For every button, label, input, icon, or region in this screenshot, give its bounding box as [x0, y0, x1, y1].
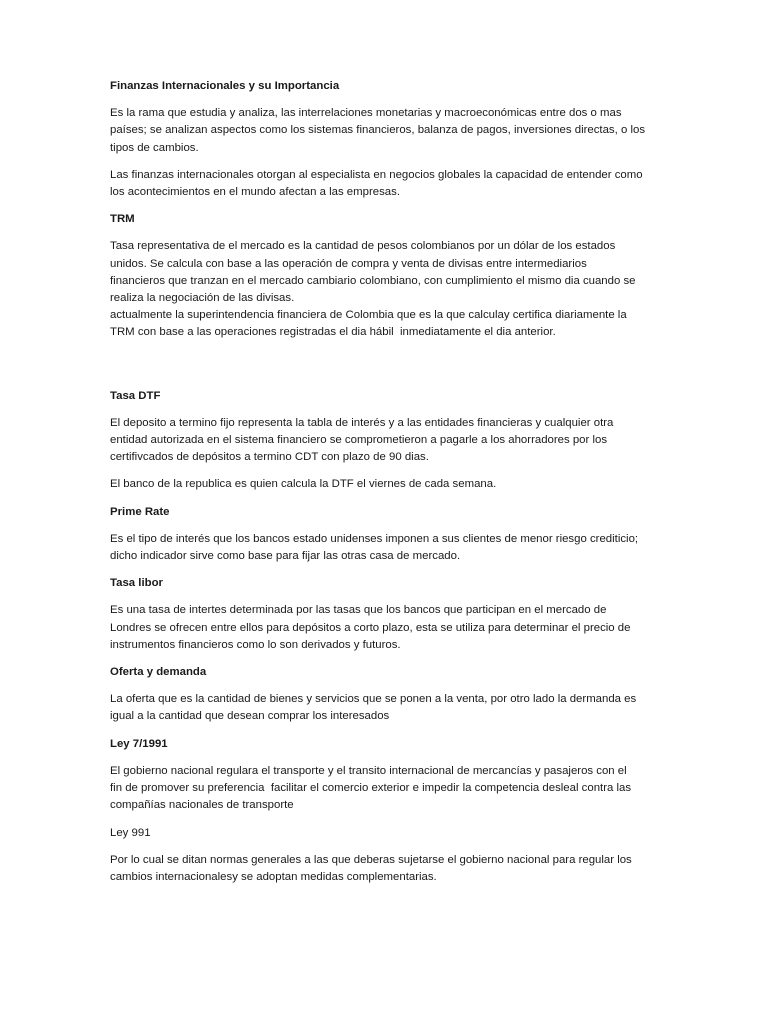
paragraph	[110, 415, 658, 467]
text-line: actualmente la superintendencia financiera de Colombia que es la que calculay certifica diariamente la	[110, 309, 627, 322]
text-line: Por lo cual se ditan normas generales a las que deberas sujetarse el gobierno nacional para regular los	[110, 853, 632, 866]
paragraph	[110, 476, 658, 493]
section-heading: TRM	[110, 213, 135, 226]
section-heading: Ley 7/1991	[110, 737, 168, 750]
text-line: igual a la cantidad que desean comprar los interesados	[110, 710, 390, 723]
text-line: financieros que tranzan en el mercado cambiario colombiano, con cumplimiento el mismo dia cuando se	[110, 274, 636, 287]
paragraph	[110, 691, 658, 725]
text-line: entidad autorizada en el sistema financiero se comprometieron a pagarle a los ahorradores por los	[110, 434, 608, 447]
text-line: El banco de la republica es quien calcula la DTF el viernes de cada semana.	[110, 478, 497, 491]
text-line: realiza la negociación de las divisas.	[110, 292, 295, 305]
section-heading: Prime Rate	[110, 505, 170, 518]
paragraph	[110, 238, 658, 341]
paragraph	[110, 531, 658, 565]
text-line: cambios internacionalesy se adoptan medidas complementarias.	[110, 870, 437, 883]
text-line: compañías nacionales de transporte	[110, 799, 294, 812]
document-page	[110, 78, 658, 896]
text-line: El deposito a termino fijo representa la tabla de interés y a las entidades financieras y cualquier otra	[110, 416, 614, 429]
text-line: Tasa representativa de el mercado es la cantidad de pesos colombianos por un dólar de los estados	[110, 240, 616, 253]
text-line: TRM con base a las operaciones registradas el dia hábil inmediatamente el dia anterior.	[110, 326, 556, 339]
paragraph	[110, 852, 658, 886]
text-line: Londres se ofrecen entre ellos para depósitos a corto plazo, esta se utiliza para determinar el precio de	[110, 621, 631, 634]
text-line: Es la rama que estudia y analiza, las interrelaciones monetarias y macroeconómicas entre dos o mas	[110, 107, 622, 120]
blank-space	[110, 352, 658, 388]
text-line: El gobierno nacional regulara el transporte y el transito internacional de mercancías y pasajeros con el	[110, 764, 627, 777]
paragraph	[110, 167, 658, 201]
paragraph	[110, 763, 658, 815]
paragraph	[110, 105, 658, 157]
text-line: tipos de cambios.	[110, 141, 199, 154]
text-line: fin de promover su preferencia facilitar el comercio exterior e impedir la competencia desleal contra las	[110, 782, 632, 795]
section-heading: Oferta y demanda	[110, 666, 207, 679]
text-line: unidos. Se calcula con base a las operación de compra y venta de divisas entre intermediarios	[110, 257, 587, 270]
text-line: dicho indicador sirve como base para fijar las otras casa de mercado.	[110, 550, 461, 563]
text-line: países; se analizan aspectos como los sistemas financieros, balanza de pagos, inversiones directas, o los	[110, 124, 646, 137]
section-heading: Ley 991	[110, 826, 151, 839]
section-heading: Finanzas Internacionales y su Importancia	[110, 80, 340, 92]
paragraph	[110, 602, 658, 654]
section-heading: Tasa libor	[110, 577, 163, 590]
text-line: los acontecimientos en el mundo afectan a las empresas.	[110, 186, 400, 199]
section-heading: Tasa DTF	[110, 389, 161, 402]
text-line: Las finanzas internacionales otorgan al especialista en negocios globales la capacidad de entender como	[110, 168, 643, 181]
text-line: Es una tasa de intertes determinada por las tasas que los bancos que participan en el mercado de	[110, 604, 607, 617]
text-line: certifivcados de depósitos a termino CDT con plazo de 90 dias.	[110, 451, 429, 464]
text-line: Es el tipo de interés que los bancos estado unidenses imponen a sus clientes de menor riesgo crediticio;	[110, 532, 639, 545]
text-line: instrumentos financieros como lo son derivados y futuros.	[110, 638, 401, 651]
text-line: La oferta que es la cantidad de bienes y servicios que se ponen a la venta, por otro lado la dermanda es	[110, 693, 637, 706]
